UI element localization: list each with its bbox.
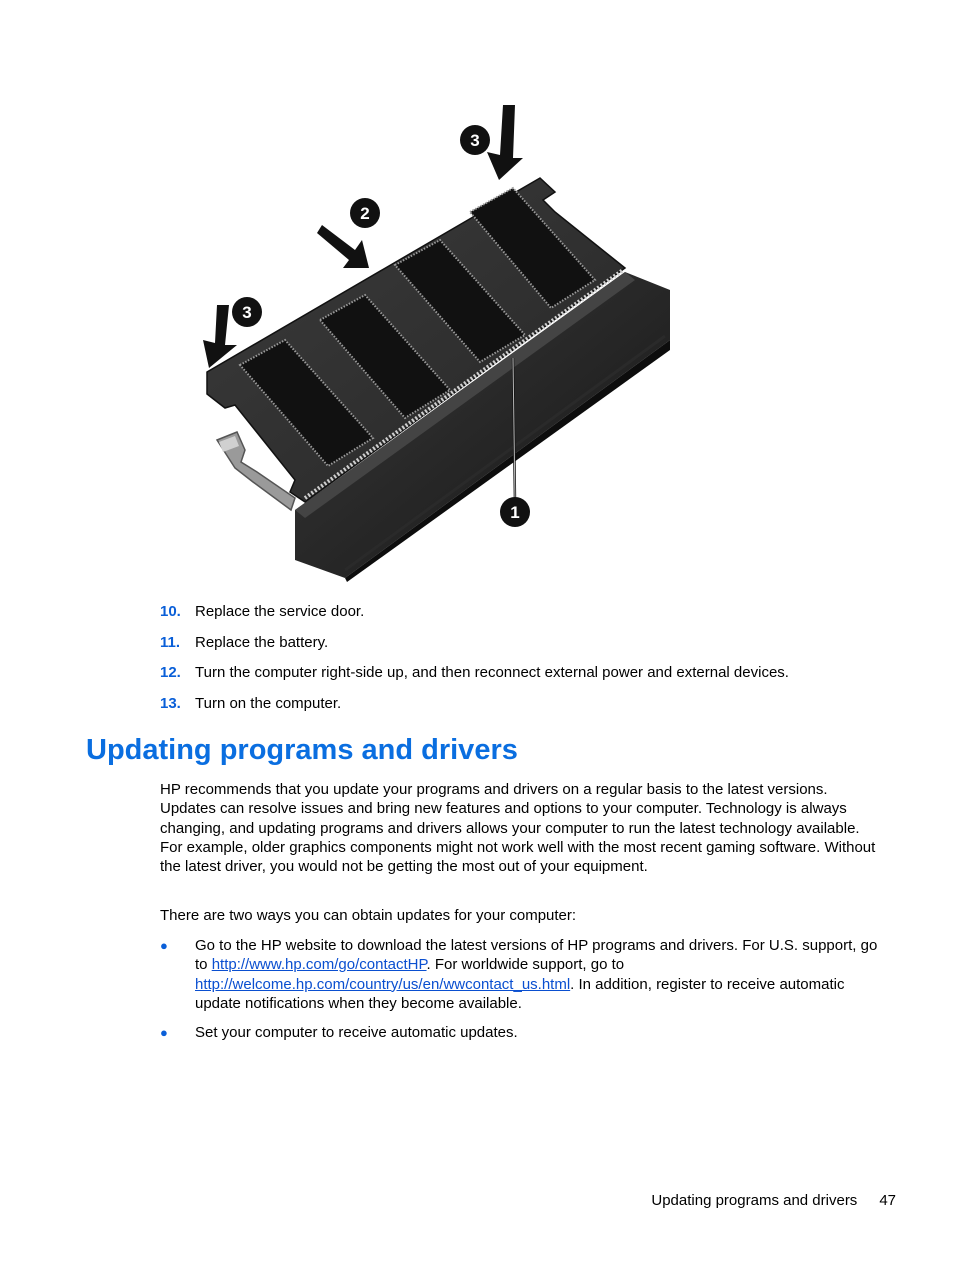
step-text: Turn the computer right-side up, and then reconnect external power and external devices. [195, 664, 789, 681]
step-number: 10. [160, 603, 181, 620]
callout-badge [232, 297, 262, 327]
contact-hp-link[interactable]: http://www.hp.com/go/contactHP [211, 956, 427, 974]
callout-badge [350, 198, 380, 228]
callout-badge [500, 497, 530, 527]
step-text: Turn on the computer. [195, 694, 342, 712]
list-item [160, 1023, 882, 1042]
arrow-down-right-icon [317, 225, 369, 268]
section-heading: Updating programs and drivers [86, 734, 518, 766]
callout-badge [460, 125, 490, 155]
bullet-icon: ● [160, 1025, 168, 1041]
update-options-list [160, 936, 882, 1052]
svg-text:1: 1 [510, 503, 520, 522]
memory-module-illustration [195, 100, 680, 582]
svg-text:2: 2 [360, 204, 370, 223]
list-item [160, 602, 890, 633]
bullet-text-part: Go to the HP website to download the latest versions of HP programs and drivers. For U.S. support, go to [195, 937, 878, 974]
list-item [160, 663, 890, 694]
page-footer [651, 1191, 896, 1211]
bullet-icon: ● [160, 938, 168, 953]
bullet-text: Set your computer to receive automatic updates. [195, 1024, 518, 1042]
step-text: Replace the battery. [195, 633, 329, 651]
bullet-text-part: . For worldwide support, go to [426, 956, 625, 974]
list-item [160, 936, 882, 1013]
svg-text:3: 3 [242, 303, 252, 322]
intro-paragraph: HP recommends that you update your programs and drivers on a regular basis to the latest versions. Updates can resolve issues and bring new features and options to your computer. Technology is always changing, and updating programs and drivers allows your computer to run the latest technology available. For example, older graphics components might not work well with the most recent gaming software. Without the latest driver, you would not be getting the most out of your equipment. [160, 781, 876, 876]
page-number: 47 [879, 1192, 896, 1209]
step-number: 13. [160, 694, 181, 712]
arrow-down-icon [487, 105, 523, 180]
worldwide-contact-link[interactable]: http://welcome.hp.com/country/us/en/wwcontact_us.html [195, 975, 571, 993]
bullet-text-part: . In addition, register to receive automatic update notifications when they become available. [195, 975, 845, 1012]
ways-lead-paragraph: There are two ways you can obtain updates for your computer: [160, 907, 577, 924]
step-text: Replace the service door. [195, 603, 365, 620]
step-number: 11. [160, 633, 181, 651]
list-item [160, 694, 890, 725]
list-item [160, 633, 890, 664]
footer-title: Updating programs and drivers [651, 1192, 858, 1209]
svg-text:3: 3 [470, 131, 480, 150]
steps-list [160, 602, 890, 724]
step-number: 12. [160, 664, 181, 681]
